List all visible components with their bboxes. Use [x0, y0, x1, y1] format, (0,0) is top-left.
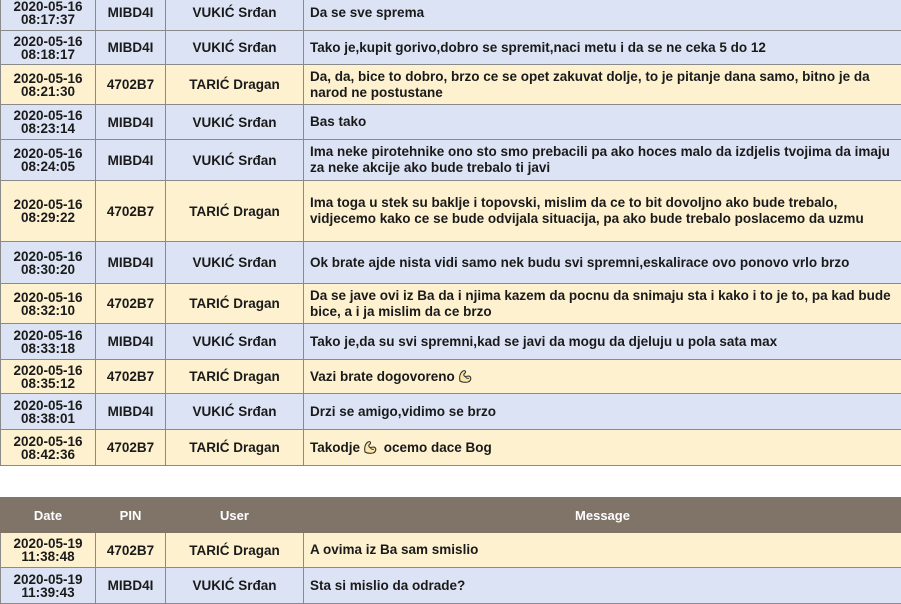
message-text: Tako je,da su svi spremni,kad se javi da mogu da djeluju u pola sata max: [310, 334, 777, 349]
header-pin: PIN: [96, 498, 166, 533]
pin-cell: MIBD4I: [96, 394, 166, 430]
date-cell: [1, 31, 96, 65]
chat-log-table-2: [0, 497, 901, 604]
time-text: 08:42:36: [21, 447, 75, 462]
message-text: Ima toga u stek su baklje i topovski, mislim da ce to bit dovoljno ako bude trebalo, vidjecemo kako ce se bude odvijala situacija, pa ako bude trebalo poslacemo da uzmu: [310, 195, 864, 226]
message-cell: [304, 105, 901, 140]
user-cell: VUKIĆ Srđan: [166, 31, 304, 65]
date-cell: [1, 394, 96, 430]
table-row: [1, 533, 901, 568]
date-cell: [1, 360, 96, 394]
header-message: Message: [304, 498, 901, 533]
time-text: 08:29:22: [21, 210, 75, 225]
user-cell: TARIĆ Dragan: [166, 284, 304, 324]
table-row: [1, 360, 901, 394]
message-cell: [304, 360, 901, 394]
pin-cell: MIBD4I: [96, 0, 166, 31]
table-row: [1, 140, 901, 181]
pin-cell: MIBD4I: [96, 242, 166, 284]
time-text: 08:23:14: [21, 121, 75, 136]
header-date: Date: [1, 498, 96, 533]
time-text: 11:38:48: [21, 549, 74, 564]
message-text: Da se sve sprema: [310, 5, 424, 20]
pin-cell: 4702B7: [96, 284, 166, 324]
table-row: [1, 65, 901, 105]
message-cell: [304, 568, 901, 604]
date-text: 2020-05-19: [13, 536, 82, 551]
user-cell: TARIĆ Dragan: [166, 430, 304, 466]
table-row: [1, 105, 901, 140]
pin-cell: MIBD4I: [96, 140, 166, 181]
date-text: 2020-05-16: [13, 146, 82, 161]
table-row: [1, 430, 901, 466]
date-text: 2020-05-16: [13, 71, 82, 86]
date-text: 2020-05-16: [13, 290, 82, 305]
table-header-row: [1, 498, 901, 533]
message-cell: [304, 533, 901, 568]
date-text: 2020-05-16: [13, 434, 82, 449]
date-cell: [1, 533, 96, 568]
time-text: 08:21:30: [21, 84, 75, 99]
date-cell: [1, 324, 96, 360]
date-cell: [1, 284, 96, 324]
message-text: Ima neke pirotehnike ono sto smo prebacili pa ako hoces malo da izdjelis tvojima da imaju za neke akcije ako bude trebalo ti javi: [310, 144, 890, 175]
date-cell: [1, 242, 96, 284]
time-text: 08:33:18: [21, 341, 75, 356]
time-text: 08:38:01: [21, 411, 75, 426]
date-text: 2020-05-16: [13, 328, 82, 343]
user-cell: VUKIĆ Srđan: [166, 394, 304, 430]
pin-cell: 4702B7: [96, 65, 166, 105]
message-cell: [304, 394, 901, 430]
date-text: 2020-05-16: [13, 249, 82, 264]
pin-cell: 4702B7: [96, 533, 166, 568]
table-row: [1, 568, 901, 604]
message-cell: [304, 242, 901, 284]
pin-cell: 4702B7: [96, 360, 166, 394]
date-cell: [1, 181, 96, 242]
message-cell: [304, 65, 901, 105]
user-cell: TARIĆ Dragan: [166, 360, 304, 394]
message-text: Ok brate ajde nista vidi samo nek budu svi spremni,eskalirace ovo ponovo vrlo brzo: [310, 255, 849, 270]
message-cell: [304, 181, 901, 242]
time-text: 08:32:10: [21, 303, 75, 318]
flexed-biceps-icon: [362, 439, 378, 455]
pin-cell: MIBD4I: [96, 568, 166, 604]
date-text: 2020-05-19: [13, 572, 82, 587]
message-text: Drzi se amigo,vidimo se brzo: [310, 404, 496, 419]
table-row: [1, 0, 901, 31]
message-text: A ovima iz Ba sam smislio: [310, 542, 478, 557]
user-cell: VUKIĆ Srđan: [166, 105, 304, 140]
user-cell: VUKIĆ Srđan: [166, 242, 304, 284]
user-cell: VUKIĆ Srđan: [166, 0, 304, 31]
time-text: 08:35:12: [21, 376, 75, 391]
user-cell: VUKIĆ Srđan: [166, 140, 304, 181]
pin-cell: MIBD4I: [96, 324, 166, 360]
flexed-biceps-icon: [457, 368, 473, 384]
time-text: 08:18:17: [21, 47, 75, 62]
message-text-after: ocemo dace Bog: [380, 440, 492, 455]
chat-log-body: [1, 0, 901, 466]
date-cell: [1, 568, 96, 604]
date-cell: [1, 105, 96, 140]
message-cell: [304, 284, 901, 324]
pin-cell: MIBD4I: [96, 31, 166, 65]
time-text: 08:24:05: [21, 159, 75, 174]
chat-log-body: [1, 533, 901, 604]
message-text: Vazi brate dogovoreno: [310, 369, 455, 384]
user-cell: VUKIĆ Srđan: [166, 568, 304, 604]
date-text: 2020-05-16: [13, 363, 82, 378]
message-cell: [304, 430, 901, 466]
message-text: Takodje: [310, 440, 360, 455]
date-text: 2020-05-16: [13, 108, 82, 123]
message-cell: [304, 140, 901, 181]
message-cell: [304, 31, 901, 65]
message-text: Sta si mislio da odrade?: [310, 578, 465, 593]
date-text: 2020-05-16: [13, 0, 82, 14]
pin-cell: 4702B7: [96, 430, 166, 466]
time-text: 11:39:43: [21, 585, 74, 600]
message-text: Da se jave ovi iz Ba da i njima kazem da pocnu da snimaju sta i kako i to je to, pa kad bude bice, a i ja mislim da ce brzo: [310, 288, 891, 319]
table-row: [1, 324, 901, 360]
date-text: 2020-05-16: [13, 398, 82, 413]
time-text: 08:17:37: [21, 12, 75, 27]
table-row: [1, 394, 901, 430]
message-text: Bas tako: [310, 114, 366, 129]
date-cell: [1, 140, 96, 181]
date-cell: [1, 430, 96, 466]
message-cell: [304, 324, 901, 360]
date-cell: [1, 65, 96, 105]
user-cell: VUKIĆ Srđan: [166, 324, 304, 360]
date-cell: [1, 0, 96, 31]
date-text: 2020-05-16: [13, 197, 82, 212]
date-text: 2020-05-16: [13, 34, 82, 49]
message-text: Da, da, bice to dobro, brzo ce se opet zakuvat dolje, to je pitanje dana samo, bitno je da narod ne postustane: [310, 69, 870, 100]
table-row: [1, 181, 901, 242]
user-cell: TARIĆ Dragan: [166, 65, 304, 105]
table-row: [1, 31, 901, 65]
pin-cell: 4702B7: [96, 181, 166, 242]
message-text: Tako je,kupit gorivo,dobro se spremit,naci metu i da se ne ceka 5 do 12: [310, 40, 766, 55]
table-row: [1, 284, 901, 324]
pin-cell: MIBD4I: [96, 105, 166, 140]
user-cell: TARIĆ Dragan: [166, 533, 304, 568]
message-cell: [304, 0, 901, 31]
header-user: User: [166, 498, 304, 533]
time-text: 08:30:20: [21, 262, 75, 277]
table-row: [1, 242, 901, 284]
user-cell: TARIĆ Dragan: [166, 181, 304, 242]
